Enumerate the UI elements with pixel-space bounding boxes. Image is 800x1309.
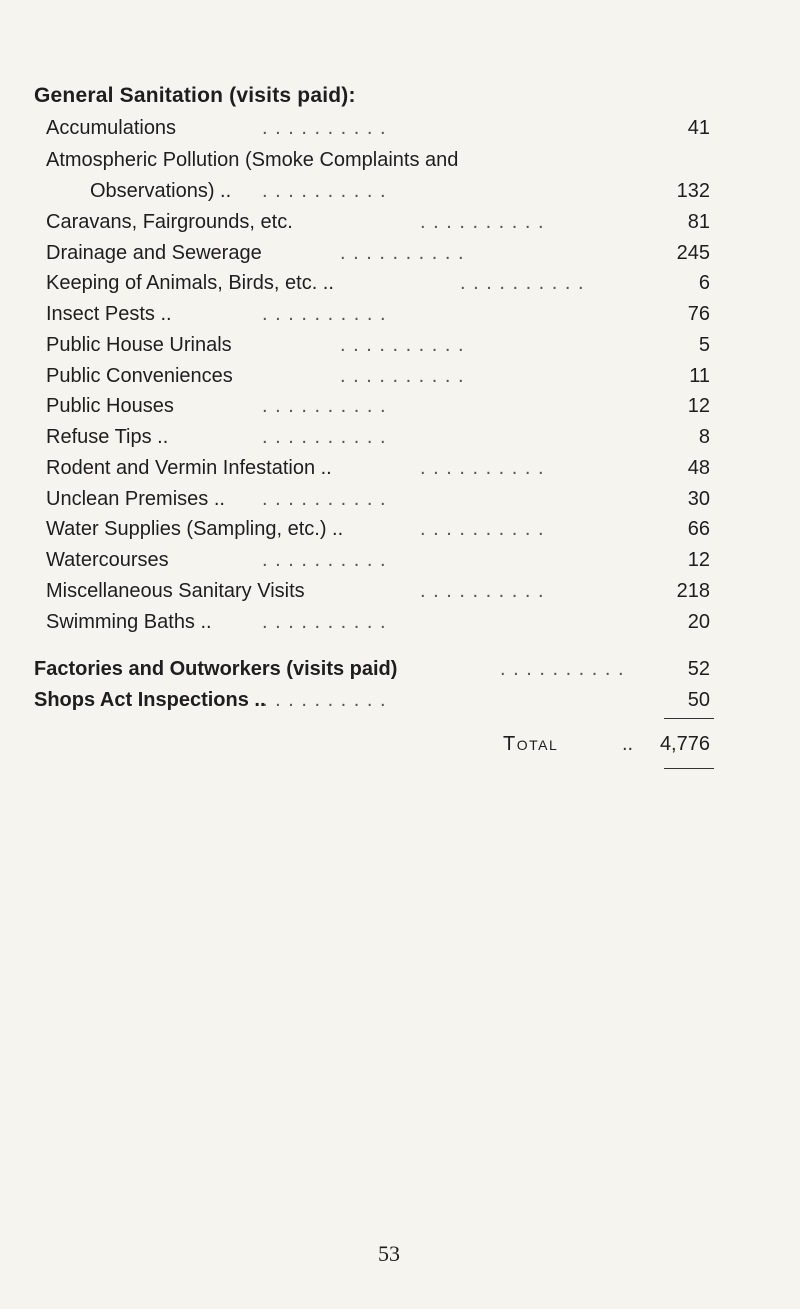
dot-leader: . . . . . . . . . . <box>340 242 465 264</box>
row-label: Water Supplies (Sampling, etc.) .. <box>46 518 344 540</box>
table-row <box>0 268 800 298</box>
table-row <box>0 453 800 483</box>
row-label: Miscellaneous Sanitary Visits <box>46 580 305 602</box>
dot-leader: . . . . . . . . . . <box>262 611 387 633</box>
row-label: Swimming Baths .. <box>46 611 212 633</box>
page-number: 53 <box>378 1241 400 1266</box>
table-row <box>0 207 800 237</box>
row-value: 12 <box>687 549 710 571</box>
row-value: 11 <box>689 365 710 387</box>
total-label: Total <box>503 733 559 755</box>
row-label: Rodent and Vermin Infestation .. <box>46 457 332 479</box>
dot-leader: . . . . . . . . . . <box>262 180 387 202</box>
total-value: 4,776 <box>659 733 710 755</box>
total-top-rule <box>664 718 714 719</box>
row-value: 76 <box>687 303 710 325</box>
dot-leader: . . . . . . . . . . <box>262 488 387 510</box>
row-label: Drainage and Sewerage <box>46 242 262 264</box>
dot-leader: . . . . . . . . . . <box>262 395 387 417</box>
row-value: 5 <box>698 334 710 356</box>
row-label: Accumulations <box>46 117 177 139</box>
row-value: 81 <box>687 211 710 233</box>
table-row <box>0 514 800 544</box>
row-label: Shops Act Inspections .. <box>34 689 266 711</box>
dot-leader: . . . . . . . . . . <box>500 658 625 680</box>
table-row <box>0 576 800 606</box>
row-value: 30 <box>687 488 710 510</box>
row-value: 12 <box>687 395 710 417</box>
row-value: 50 <box>687 689 710 711</box>
total-bottom-rule <box>664 768 714 769</box>
table-row <box>0 484 800 514</box>
section-heading: General Sanitation (visits paid): <box>34 84 356 107</box>
row-value: 20 <box>687 611 710 633</box>
table-row <box>0 330 800 360</box>
row-label: Keeping of Animals, Birds, etc. .. <box>46 272 334 294</box>
row-value: 52 <box>687 658 710 680</box>
row-value: 6 <box>698 272 710 294</box>
row-label: Watercourses <box>46 549 169 571</box>
dot-leader: . . . . . . . . . . <box>340 365 465 387</box>
table-row <box>0 607 800 637</box>
row-label: Factories and Outworkers (visits paid) <box>34 658 398 680</box>
row-value: 48 <box>687 457 710 479</box>
dot-leader: . . . . . . . . . . <box>262 117 387 139</box>
dot-leader: . . . . . . . . . . <box>262 303 387 325</box>
row-label: Observations) .. <box>90 180 232 202</box>
row-label: Public House Urinals <box>46 334 232 356</box>
table-row <box>0 422 800 452</box>
row-label: Atmospheric Pollution (Smoke Complaints and <box>46 149 459 171</box>
row-label: Public Houses <box>46 395 174 417</box>
table-row <box>0 176 800 206</box>
table-row <box>0 685 800 715</box>
row-value: 218 <box>676 580 710 602</box>
row-value: 245 <box>676 242 710 264</box>
dot-leader: . . . . . . . . . . <box>420 211 545 233</box>
dot-leader: . . . . . . . . . . <box>262 549 387 571</box>
row-label: Caravans, Fairgrounds, etc. <box>46 211 293 233</box>
dot-leader: . . . . . . . . . . <box>420 580 545 602</box>
table-row <box>0 238 800 268</box>
row-label: Unclean Premises .. <box>46 488 225 510</box>
table-row <box>0 654 800 684</box>
table-row <box>0 113 800 143</box>
row-label: Refuse Tips .. <box>46 426 169 448</box>
row-label: Public Conveniences <box>46 365 233 387</box>
table-row <box>0 145 800 175</box>
table-row <box>0 391 800 421</box>
row-value: 41 <box>687 117 710 139</box>
dot-leader: . . . . . . . . . . <box>420 518 545 540</box>
row-value: 132 <box>676 180 710 202</box>
dot-leader: . . . . . . . . . . <box>262 426 387 448</box>
dot-leader: . . . . . . . . . . <box>420 457 545 479</box>
row-value: 8 <box>698 426 710 448</box>
dot-leader: . . . . . . . . . . <box>340 334 465 356</box>
total-dots: .. <box>622 733 634 755</box>
table-row <box>0 545 800 575</box>
table-row <box>0 299 800 329</box>
table-row <box>0 361 800 391</box>
row-label: Insect Pests .. <box>46 303 172 325</box>
dot-leader: . . . . . . . . . . <box>460 272 585 294</box>
row-value: 66 <box>687 518 710 540</box>
dot-leader: . . . . . . . . . . <box>262 689 387 711</box>
